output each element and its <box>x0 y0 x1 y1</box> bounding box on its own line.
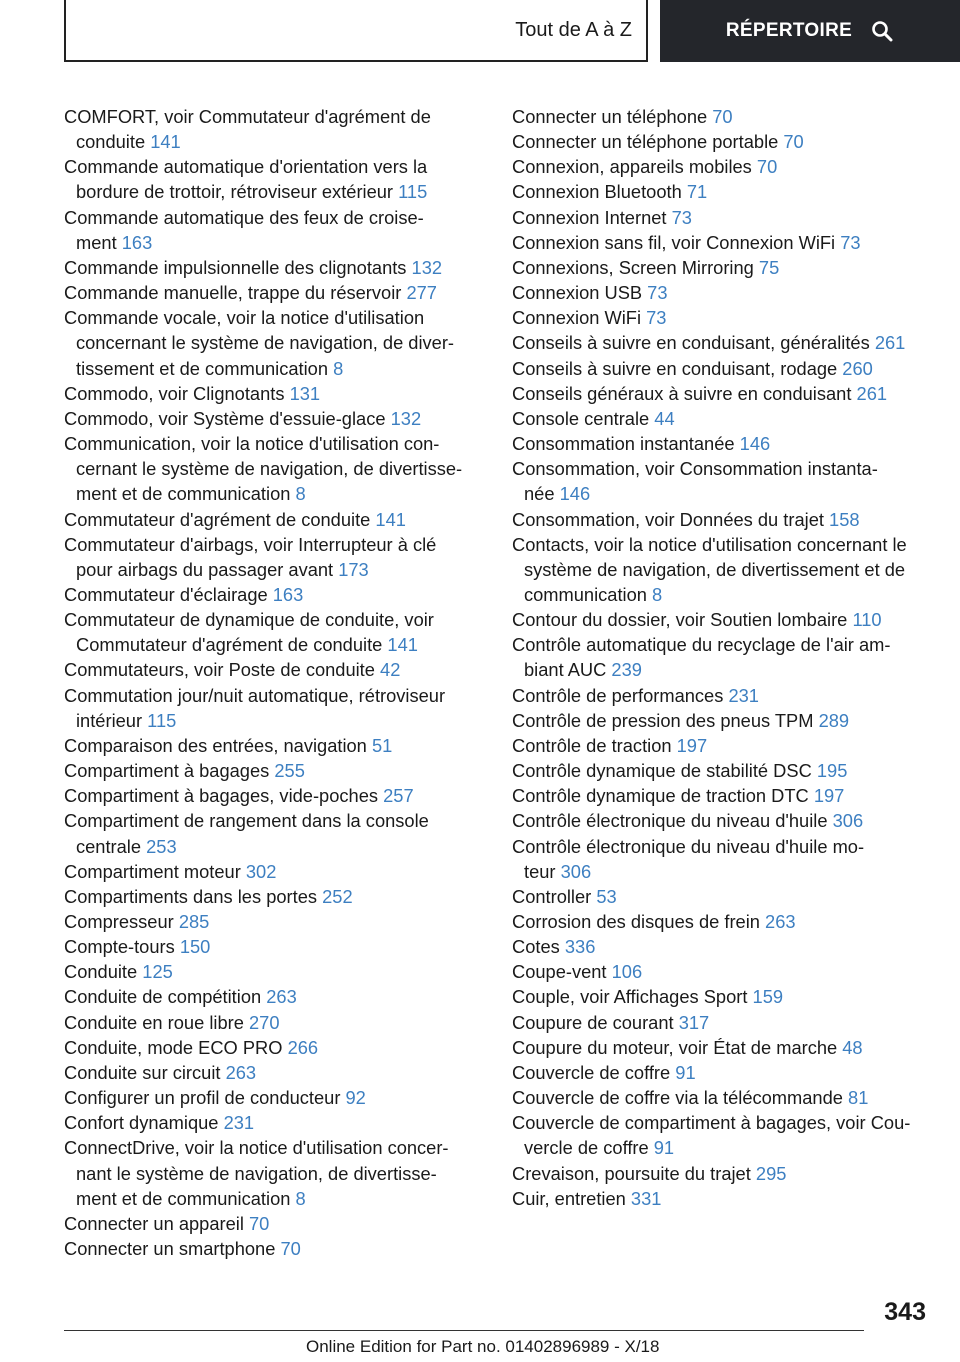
index-entry <box>64 934 482 959</box>
page-link[interactable]: 257 <box>383 785 414 807</box>
page-link[interactable]: 231 <box>223 1112 255 1134</box>
index-entry <box>512 381 932 406</box>
index-entry <box>512 959 932 984</box>
index-entry <box>64 205 482 255</box>
index-entry-text: Contrôle de pression des pneus TPM <box>512 709 814 731</box>
index-tab-label: RÉPERTOIRE <box>725 20 853 41</box>
index-entry-text: Contrôle automatique du recyclage de l'air am- <box>512 634 891 656</box>
page-link[interactable]: 163 <box>272 583 304 605</box>
index-entry-text: Commutateur d'éclairage <box>64 583 268 605</box>
page-link[interactable]: 197 <box>676 734 708 756</box>
page-link[interactable]: 159 <box>752 986 784 1008</box>
index-entry-text: Contacts, voir la notice d'utilisation concernant le <box>512 533 907 555</box>
index-entry-text: Consommation instantanée <box>512 433 735 455</box>
page-link[interactable]: 73 <box>646 307 667 329</box>
index-entry-text: Connecter un téléphone portable <box>512 131 779 153</box>
index-entry <box>512 984 932 1009</box>
index-entry-text: Couvercle de coffre <box>512 1061 671 1083</box>
page-link[interactable]: 75 <box>758 256 780 278</box>
page-link[interactable]: 146 <box>559 483 591 505</box>
index-entry-text: Couple, voir Affichages Sport <box>512 986 748 1008</box>
index-entry <box>512 1161 932 1186</box>
page-link[interactable]: 163 <box>121 231 153 253</box>
index-entry-text: Connexion sans fil, voir Connexion WiFi <box>512 231 836 253</box>
index-entry-text: Contrôle électronique du niveau d'huile mo- <box>512 835 865 857</box>
page-link[interactable]: 81 <box>848 1087 869 1109</box>
index-entry <box>512 909 932 934</box>
page-link[interactable]: 263 <box>225 1061 257 1083</box>
index-entry-text: centrale <box>76 835 142 857</box>
index-entry-text: Commutation jour/nuit automatique, rétroviseur <box>64 684 446 706</box>
index-entry <box>512 356 932 381</box>
index-entry <box>64 582 482 607</box>
page-link[interactable]: 132 <box>390 407 422 429</box>
index-entry-text: Contour du dossier, voir Soutien lombaire <box>512 609 848 631</box>
page-link[interactable]: 255 <box>274 760 305 782</box>
index-entry-text: pour airbags du passager avant <box>76 558 334 580</box>
search-icon[interactable] <box>870 19 894 43</box>
page-link[interactable]: 91 <box>675 1061 696 1083</box>
page-link[interactable]: 51 <box>371 734 393 756</box>
index-entry-text: Confort dynamique <box>64 1112 219 1134</box>
index-entry-text: Commutateur d'agrément de conduite <box>64 508 371 530</box>
index-entry <box>64 1010 482 1035</box>
index-entry-text: Conduite en roue libre <box>64 1011 244 1033</box>
page-link[interactable]: 270 <box>248 1011 280 1033</box>
index-entry-text: communication <box>524 583 647 605</box>
index-entry-text: Connecter un smartphone <box>64 1238 276 1260</box>
index-entry <box>512 834 932 884</box>
index-entry <box>64 104 482 154</box>
index-entry <box>512 179 932 204</box>
index-entry <box>512 255 932 280</box>
index-entry-text: ment et de communication <box>76 483 291 505</box>
index-entry-text: Contrôle électronique du niveau d'huile <box>512 810 828 832</box>
index-entry <box>512 1110 932 1160</box>
page-link[interactable]: 266 <box>287 1036 319 1058</box>
index-entry-text: Crevaison, poursuite du trajet <box>512 1162 751 1184</box>
footer-divider <box>64 1330 864 1331</box>
index-entry-text: intérieur <box>76 709 143 731</box>
index-entry-text: Compartiments dans les portes <box>64 885 318 907</box>
index-entry <box>512 708 932 733</box>
index-entry-text: biant AUC <box>524 659 607 681</box>
page-link[interactable]: 115 <box>398 181 428 203</box>
page-link[interactable]: 289 <box>818 709 850 731</box>
index-entry <box>64 884 482 909</box>
page-link[interactable]: 8 <box>295 1187 306 1209</box>
index-entry-text: Communication, voir la notice d'utilisation con- <box>64 433 440 455</box>
index-entry-text: vercle de coffre <box>524 1137 649 1159</box>
index-entry <box>512 1085 932 1110</box>
index-entry-text: teur <box>524 860 556 882</box>
page-link[interactable]: 70 <box>248 1212 270 1234</box>
index-entry-text: Configurer un profil de conducteur <box>64 1087 341 1109</box>
index-entry <box>64 808 482 858</box>
index-tab[interactable] <box>660 0 960 62</box>
page-link[interactable]: 71 <box>686 181 708 203</box>
index-entry-text: Connexion Internet <box>512 206 667 228</box>
index-entry-text: Connexion USB <box>512 282 643 304</box>
index-entry-text: Compresseur <box>64 911 174 932</box>
index-entry-text: Compte-tours <box>64 936 175 958</box>
index-entry-text: Conduite <box>64 961 138 983</box>
index-entry-text: Connexion Bluetooth <box>512 181 682 203</box>
index-entry-text: Commutateur d'airbags, voir Interrupteur à clé <box>64 533 437 555</box>
index-entry-text: bordure de trottoir, rétroviseur extérieur <box>76 181 394 203</box>
index-entry <box>512 280 932 305</box>
index-entry <box>64 859 482 884</box>
index-entry <box>64 381 482 406</box>
index-entry-text: Contrôle de traction <box>512 734 672 756</box>
page-link[interactable]: 331 <box>630 1187 662 1209</box>
index-entry-text: Conseils généraux à suivre en conduisant <box>512 382 852 404</box>
index-entry-text: COMFORT, voir Commutateur d'agrément de <box>64 106 431 127</box>
page-link[interactable]: 173 <box>338 558 369 580</box>
index-entry-text: ConnectDrive, voir la notice d'utilisation concer- <box>64 1137 449 1159</box>
page-link[interactable]: 131 <box>289 382 321 404</box>
page-link[interactable]: 263 <box>266 986 297 1008</box>
index-entry <box>64 1060 482 1085</box>
index-entry-text: ment et de communication <box>76 1187 291 1209</box>
page-link[interactable]: 285 <box>178 911 210 932</box>
page-link[interactable]: 239 <box>611 659 642 681</box>
index-entry <box>64 154 482 204</box>
index-entry-text: Cuir, entretien <box>512 1187 626 1209</box>
page-link[interactable]: 70 <box>756 156 778 178</box>
page-link[interactable]: 302 <box>245 860 277 882</box>
page-link[interactable]: 73 <box>840 231 861 253</box>
page-link[interactable]: 125 <box>142 961 173 983</box>
page-link[interactable]: 261 <box>874 332 906 354</box>
index-entry <box>512 758 932 783</box>
page-link[interactable]: 115 <box>147 709 177 731</box>
index-entry <box>512 431 932 456</box>
index-entry-text: Commodo, voir Système d'essuie-glace <box>64 407 386 429</box>
index-entry-text: Commande automatique des feux de croise- <box>64 206 424 228</box>
page-link[interactable]: 197 <box>813 785 845 807</box>
index-entry-text: Compartiment moteur <box>64 860 241 882</box>
index-entry <box>64 1211 482 1236</box>
index-entry <box>512 683 932 708</box>
index-entry-text: Contrôle dynamique de traction DTC <box>512 785 809 807</box>
index-entry <box>64 783 482 808</box>
index-entry-text: ment <box>76 231 117 253</box>
index-entry-text: Consommation, voir Données du trajet <box>512 508 824 530</box>
page-link[interactable]: 263 <box>765 911 796 932</box>
index-entry <box>512 205 932 230</box>
page-link[interactable]: 306 <box>832 810 864 832</box>
index-entry-text: conduite <box>76 131 146 153</box>
page-number: 343 <box>884 1298 926 1326</box>
page-link[interactable]: 8 <box>333 357 344 379</box>
page-link[interactable]: 150 <box>179 936 211 958</box>
index-entry-text: Commande automatique d'orientation vers la <box>64 156 428 178</box>
index-entry <box>64 1035 482 1060</box>
index-entry-text: Conseils à suivre en conduisant, généralités <box>512 332 870 354</box>
index-entry-text: Consommation, voir Consommation instanta- <box>512 458 878 480</box>
page-link[interactable]: 42 <box>380 659 401 681</box>
index-column-left <box>64 104 482 1261</box>
index-entry <box>512 406 932 431</box>
index-entry-text: cernant le système de navigation, de divertisse- <box>76 458 463 480</box>
page-link[interactable]: 70 <box>280 1238 301 1260</box>
page-link[interactable]: 44 <box>654 407 675 429</box>
index-entry-text: née <box>524 483 555 505</box>
index-entry-text: Compartiment à bagages <box>64 760 270 782</box>
page-link[interactable]: 53 <box>596 885 617 907</box>
page-link[interactable]: 141 <box>387 634 418 656</box>
index-entry <box>64 431 482 506</box>
page-link[interactable]: 231 <box>728 684 759 706</box>
index-entry-text: Connexion, appareils mobiles <box>512 156 752 178</box>
index-entry-text: Commodo, voir Clignotants <box>64 382 285 404</box>
index-entry <box>64 1135 482 1210</box>
index-entry-text: Coupure du moteur, voir État de marche <box>512 1036 838 1058</box>
page-link[interactable]: 73 <box>671 206 692 228</box>
index-entry <box>512 104 932 129</box>
index-entry <box>64 255 482 280</box>
index-entry-text: Conduite de compétition <box>64 986 262 1008</box>
index-entry-text: Compartiment de rangement dans la console <box>64 810 429 832</box>
index-entry-text: Contrôle dynamique de stabilité DSC <box>512 760 812 782</box>
index-entry <box>64 909 482 934</box>
index-entry-text: Commande vocale, voir la notice d'utilisation <box>64 307 425 329</box>
index-entry <box>64 657 482 682</box>
index-entry-text: Connexion WiFi <box>512 307 642 329</box>
index-entry <box>64 1110 482 1135</box>
index-entry <box>64 406 482 431</box>
index-entry <box>512 230 932 255</box>
section-tab[interactable] <box>64 0 648 62</box>
index-entry-text: Coupe-vent <box>512 961 607 983</box>
index-entry <box>64 1236 482 1261</box>
page-link[interactable]: 277 <box>406 282 437 304</box>
page-link[interactable]: 73 <box>647 282 668 304</box>
page-link[interactable]: 146 <box>739 433 771 455</box>
index-entry-text: Contrôle de performances <box>512 684 724 706</box>
page-link[interactable]: 141 <box>150 131 181 153</box>
edition-info: Online Edition for Part no. 01402896989 - X/18 <box>306 1337 660 1356</box>
index-entry-text: Conseils à suivre en conduisant, rodage <box>512 357 838 379</box>
page-link[interactable]: 252 <box>322 885 353 907</box>
page-link[interactable]: 91 <box>653 1137 675 1159</box>
index-entry-text: Connecter un appareil <box>64 1212 244 1234</box>
page-link[interactable]: 92 <box>345 1087 366 1109</box>
page-link[interactable]: 8 <box>295 483 306 505</box>
page-link[interactable]: 110 <box>852 609 882 631</box>
page-link[interactable]: 8 <box>652 583 663 605</box>
index-entry-text: concernant le système de navigation, de diver- <box>76 332 455 354</box>
index-entry <box>64 507 482 532</box>
index-column-right <box>512 104 932 1211</box>
index-entry <box>512 1060 932 1085</box>
index-entry-text: Console centrale <box>512 407 650 429</box>
page-link[interactable]: 253 <box>146 835 177 857</box>
page-link[interactable]: 261 <box>856 382 888 404</box>
index-entry-text: système de navigation, de divertissement et de <box>524 558 906 580</box>
index-entry-text: Compartiment à bagages, vide-poches <box>64 785 379 807</box>
index-entry <box>512 884 932 909</box>
index-entry <box>512 733 932 758</box>
index-entry <box>512 1010 932 1035</box>
index-entry-text: Commande manuelle, trappe du réservoir <box>64 282 402 304</box>
index-entry-text: Connecter un téléphone <box>512 106 708 127</box>
index-entry <box>512 532 932 607</box>
index-entry <box>64 683 482 733</box>
page-link[interactable]: 158 <box>829 508 860 530</box>
index-entry <box>64 733 482 758</box>
index-entry <box>512 154 932 179</box>
index-entry <box>512 305 932 330</box>
page-link[interactable]: 70 <box>783 131 804 153</box>
index-entry <box>512 808 932 833</box>
index-entry <box>512 330 932 355</box>
page-link[interactable]: 48 <box>842 1036 863 1058</box>
index-entry-text: Commutateur d'agrément de conduite <box>76 634 383 656</box>
index-entry <box>512 632 932 682</box>
page-link[interactable]: 336 <box>564 936 596 958</box>
index-entry-text: Conduite, mode ECO PRO <box>64 1036 283 1058</box>
index-entry <box>512 607 932 632</box>
index-entry-text: Controller <box>512 885 592 907</box>
page-link[interactable]: 317 <box>678 1011 710 1033</box>
page-link[interactable]: 70 <box>712 106 733 127</box>
index-entry-text: nant le système de navigation, de divertisse- <box>76 1162 437 1184</box>
page-link[interactable]: 195 <box>816 760 848 782</box>
index-entry <box>512 507 932 532</box>
index-entry-text: Couvercle de compartiment à bagages, voir Cou- <box>512 1112 911 1134</box>
index-entry <box>64 1085 482 1110</box>
index-entry <box>512 1186 932 1211</box>
page-link[interactable]: 295 <box>755 1162 787 1184</box>
section-tab-label: Tout de A à Z <box>515 18 632 41</box>
index-entry <box>64 607 482 657</box>
index-entry <box>512 783 932 808</box>
index-entry-text: Cotes <box>512 936 560 958</box>
index-entry <box>64 758 482 783</box>
index-entry-text: Comparaison des entrées, navigation <box>64 734 367 756</box>
index-entry-text: Conduite sur circuit <box>64 1061 221 1083</box>
index-entry-text: Commutateurs, voir Poste de conduite <box>64 659 375 681</box>
index-entry-text: Corrosion des disques de frein <box>512 911 760 932</box>
page-link[interactable]: 260 <box>842 357 873 379</box>
index-entry <box>512 129 932 154</box>
page-link[interactable]: 106 <box>611 961 643 983</box>
index-entry <box>64 984 482 1009</box>
index-entry <box>512 456 932 506</box>
index-entry <box>64 305 482 380</box>
index-entry-text: Commande impulsionnelle des clignotants <box>64 256 407 278</box>
index-entry <box>64 532 482 582</box>
index-entry-text: tissement et de communication <box>76 357 328 379</box>
index-entry <box>64 959 482 984</box>
index-entry <box>64 280 482 305</box>
index-entry-text: Connexions, Screen Mirroring <box>512 256 754 278</box>
index-entry-text: Coupure de courant <box>512 1011 674 1033</box>
index-entry-text: Couvercle de coffre via la télécommande <box>512 1087 843 1109</box>
page-link[interactable]: 141 <box>375 508 406 530</box>
page-link[interactable]: 306 <box>560 860 592 882</box>
page-link[interactable]: 132 <box>411 256 443 278</box>
index-entry <box>512 934 932 959</box>
index-entry <box>512 1035 932 1060</box>
index-entry-text: Commutateur de dynamique de conduite, voir <box>64 609 434 631</box>
